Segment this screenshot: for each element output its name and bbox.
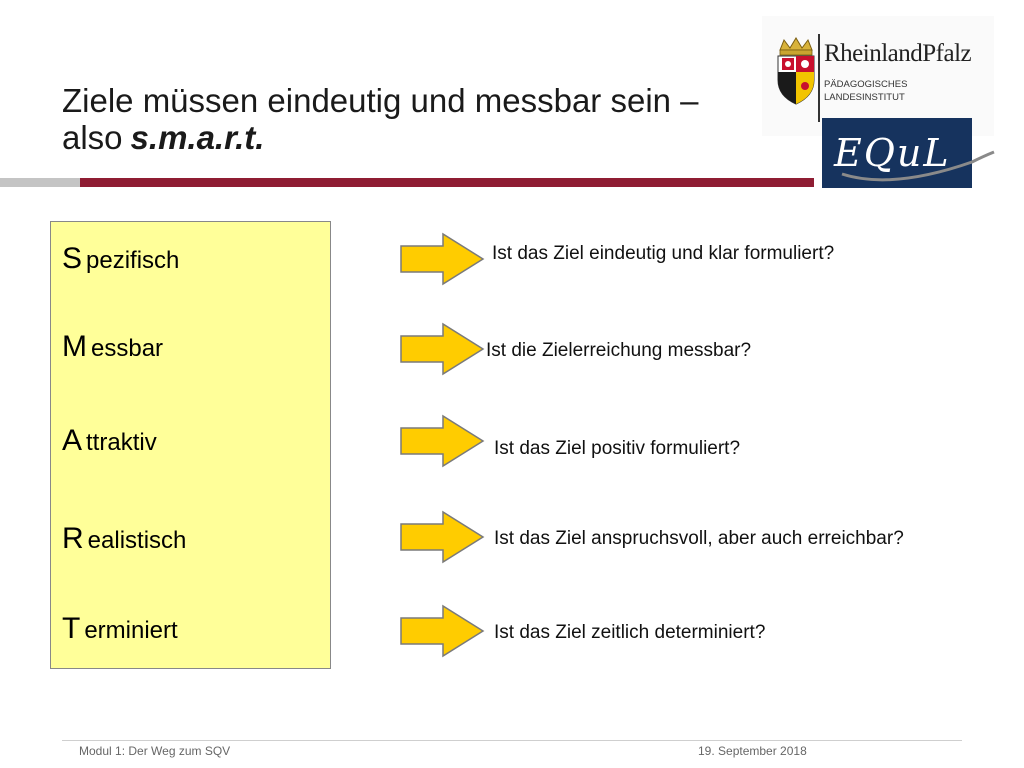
equl-logo-graphic	[822, 118, 997, 188]
arrow-right-icon	[399, 322, 485, 376]
footer-module: Modul 1: Der Weg zum SQV	[79, 744, 231, 758]
smart-item-r	[62, 522, 186, 556]
equl-logo-text: EQuL	[834, 131, 951, 175]
question-terminiert: Ist das Ziel zeitlich determiniert?	[494, 622, 766, 643]
smart-item-s	[62, 242, 179, 276]
smart-word: ealistisch	[87, 527, 187, 554]
smart-letter: A	[62, 424, 83, 457]
question-spezifisch: Ist das Ziel eindeutig und klar formuliert?	[492, 243, 835, 264]
title-prefix: also	[62, 119, 123, 156]
smart-letter: S	[62, 242, 83, 275]
logo-subtitle	[824, 78, 907, 104]
equl-logo	[822, 118, 972, 188]
smart-item-m	[62, 330, 163, 364]
logo-subtitle-line-2: LANDESINSTITUT	[824, 92, 905, 103]
smart-box	[50, 221, 331, 669]
smart-word: ttraktiv	[86, 429, 157, 456]
question-attraktiv: Ist das Ziel positiv formuliert?	[494, 438, 741, 459]
logo-subtitle-line-1: PÄDAGOGISCHES	[824, 79, 908, 90]
title-bar-grey	[0, 178, 80, 187]
title-line-1: Ziele müssen eindeutig und messbar sein –	[62, 82, 699, 119]
smart-letter: T	[62, 612, 81, 645]
title-emphasis: s.m.a.r.t.	[130, 119, 265, 156]
arrow-right-icon	[399, 510, 485, 564]
logo-name: RheinlandPfalz	[824, 40, 972, 67]
smart-word: essbar	[91, 335, 164, 362]
smart-item-a	[62, 424, 157, 458]
arrow-right-icon	[399, 414, 485, 468]
question-realistisch: Ist das Ziel anspruchsvoll, aber auch erreichbar?	[494, 528, 904, 549]
smart-word: erminiert	[84, 617, 178, 644]
title-bar-accent	[80, 178, 814, 187]
smart-letter: R	[62, 522, 84, 555]
footer-divider	[62, 740, 962, 741]
slide-title	[62, 82, 762, 156]
footer-date: 19. September 2018	[698, 744, 807, 758]
question-messbar: Ist die Zielerreichung messbar?	[486, 340, 752, 361]
smart-item-t	[62, 612, 178, 646]
arrow-right-icon	[399, 604, 485, 658]
arrow-right-icon	[399, 232, 485, 286]
logo-divider	[818, 34, 820, 122]
smart-letter: M	[62, 330, 87, 363]
smart-word: pezifisch	[86, 247, 180, 274]
title-line-2	[62, 119, 762, 156]
crest-icon	[772, 36, 830, 108]
